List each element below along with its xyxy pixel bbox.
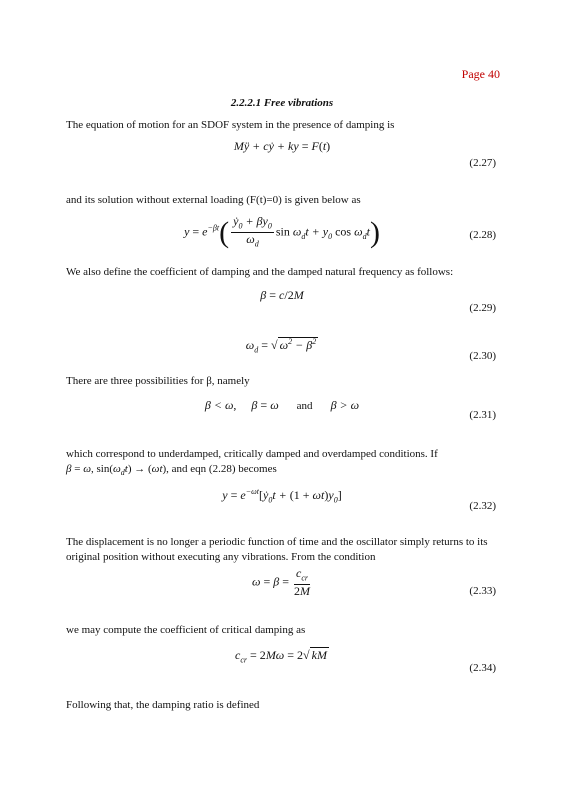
paragraph-solution: and its solution without external loading (F(t)=0) is given below as [66, 194, 361, 206]
equation-2-31: β < ω, β = ω and β > ω [204, 398, 360, 412]
equation-2-34: $c_{cr} = 2M\omega = 2√$ kM [235, 648, 327, 665]
equation-number-2-33: (2.33) [469, 585, 496, 597]
equation-2-32: $y = e^{-\omega t}[ẏ_0t + (1 + \omega t)y_0]$ [222, 487, 342, 505]
equation-number-2-27: (2.27) [469, 157, 496, 169]
conditions-line-1: which correspond to underdamped, critically damped and overdamped conditions. If [66, 448, 438, 460]
paragraph-definitions: We also define the coefficient of damping and the damped natural frequency as follows: [66, 266, 454, 278]
and-word: and [296, 400, 313, 412]
paragraph-equation-of-motion: The equation of motion for an SDOF system in the presence of damping is [66, 119, 395, 131]
page-number: Page 40 [461, 67, 500, 81]
equation-2-27: Mÿ + cẏ + ky = F(t) [233, 139, 331, 153]
paragraph-critical-damping: we may compute the coefficient of critical damping as [66, 624, 306, 636]
equation-number-2-28: (2.28) [469, 229, 496, 241]
inline-limit-expression: β = ω, $\sin(\omega_dt) \to (\omega t)$, [66, 463, 169, 478]
equation-number-2-31: (2.31) [469, 409, 496, 421]
paragraph-possibilities: There are three possibilities for β, namely [66, 375, 250, 387]
paragraph-conditions [66, 447, 498, 480]
conditions-line-2-tail: and eqn (2.28) becomes [171, 463, 277, 475]
equation-number-2-34: (2.34) [469, 662, 496, 674]
equation-2-33: ω = β = $\frac{c_{cr}}{2M}$ [251, 566, 311, 599]
paragraph-displacement: The displacement is no longer a periodic function of time and the oscillator simply returns to its original position without executing any vibrations. From the condition [66, 536, 488, 563]
paragraph-damping-ratio: Following that, the damping ratio is defined [66, 699, 260, 711]
equation-number-2-30: (2.30) [469, 350, 496, 362]
equation-number-2-32: (2.32) [469, 500, 496, 512]
section-heading: 2.2.2.1 Free vibrations [230, 97, 334, 109]
equation-2-28: $y = e^{-\beta t}$( $\frac{ẏ_0 + \beta y_0}{\omega_d}$ $\sin \omega_dt + y_0$ $\cos \omega_dt$) [184, 214, 380, 249]
equation-number-2-29: (2.29) [469, 302, 496, 314]
equation-2-30: $\omega_d$ = √ $\omega^2 - \beta^2$ [245, 337, 317, 355]
equation-2-29: β = c/2M [260, 288, 304, 302]
